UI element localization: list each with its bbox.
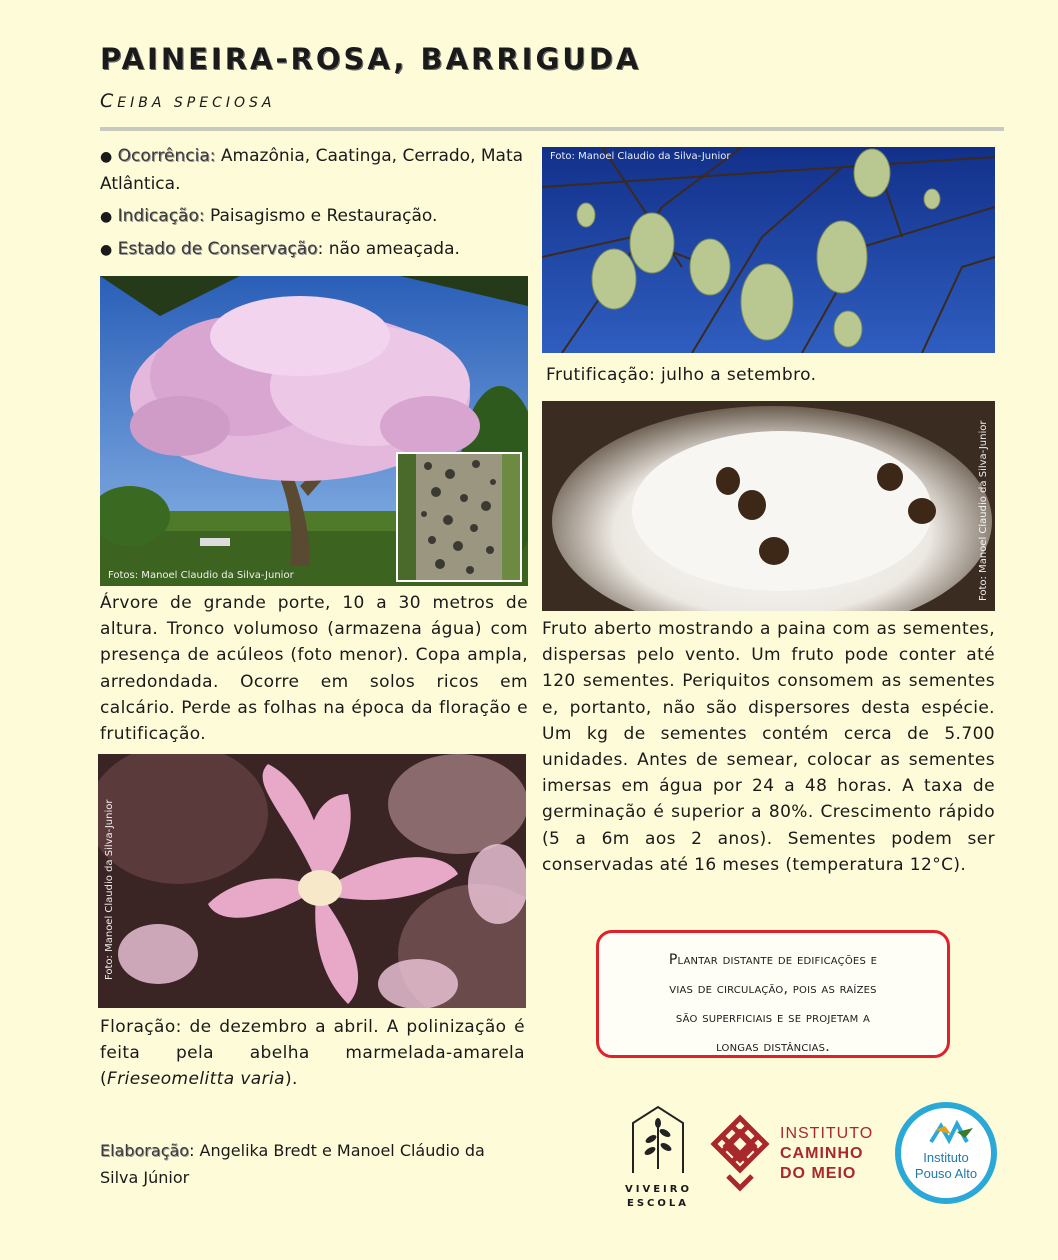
viveiro-escola-logo: [625, 1103, 692, 1209]
info-text: Amazônia, Caatinga, Cerrado, Mata Atlântica.: [100, 146, 524, 194]
info-conservation: [100, 236, 530, 264]
flower-illustration: [98, 754, 526, 1008]
info-text: : não ameaçada.: [317, 239, 460, 259]
caminho-word: CAMINHO: [780, 1145, 864, 1162]
seeds-description: Fruto aberto mostrando a paina com as sementes, dispersas pelo vento. Um fruto pode conter até 120 sementes. Periquitos consomem as sementes e, portanto, não são dispersores desta espécie. Um kg de sementes contém cerca de 5.700 unidades. Antes de semear, colocar as sementes imersas em água por 24 a 48 horas. A taxa de germinação é superior a 80%. Crescimento rápido (5 a 6m aos 2 anos). Sementes podem ser conservadas até 16 meses (temperatura 12°C).: [542, 619, 995, 875]
warning-line: vias de circulação, pois as raízes: [669, 981, 877, 997]
photo-credit: Foto: Manoel Claudio da Silva-Junior: [978, 420, 989, 601]
fruiting-caption: Frutificação: julho a setembro.: [546, 365, 817, 385]
seeds-illustration: [542, 401, 995, 611]
instituto-word: Instituto: [923, 1150, 969, 1165]
header-divider: [100, 127, 1004, 131]
viveiro-word: VIVEIRO: [625, 1184, 692, 1195]
endless-knot-icon: [708, 1112, 772, 1194]
bullet-icon: ●: [100, 242, 113, 258]
pouso-alto-logo: [895, 1102, 997, 1204]
info-text: Paisagismo e Restauração.: [204, 206, 438, 226]
do-meio-word: DO MEIO: [780, 1165, 857, 1182]
pouso-alto-word: Pouso Alto: [914, 1166, 978, 1181]
planting-warning: [596, 930, 950, 1058]
info-label: Ocorrência:: [117, 146, 216, 166]
caminho-do-meio-text: [780, 1124, 873, 1184]
page-title: PAINEIRA-ROSA, BARRIGUDA: [100, 42, 642, 76]
bullet-icon: ●: [100, 209, 113, 225]
scientific-name-initial: C: [100, 90, 118, 112]
tree-description: Árvore de grande porte, 10 a 30 metros de altura. Tronco volumoso (armazena água) com presença de acúleos (foto menor). Copa ampla, arredondada. Ocorre em solos ricos em calcário. Perde as folhas na época da floração e frutificação.: [100, 593, 528, 745]
info-occurrence: [100, 143, 530, 198]
caminho-do-meio-logo: [708, 1112, 883, 1194]
trunk-illustration: [398, 454, 520, 580]
flowering-text-end: ).: [284, 1069, 298, 1090]
flowering-caption: [100, 1014, 525, 1093]
info-label: Indicação:: [117, 206, 205, 226]
tree-photo: [100, 276, 528, 586]
viveiro-escola-text: [625, 1183, 691, 1211]
authors-credit: [100, 1137, 520, 1191]
photo-credit: Foto: Manoel Claudio da Silva-Junior: [104, 799, 115, 980]
seeds-photo: [542, 401, 995, 611]
authors-label: Elaboração: [100, 1141, 190, 1160]
birds-icon: [927, 1120, 977, 1148]
warning-line: longas distâncias.: [716, 1039, 830, 1055]
fruits-illustration: [542, 147, 995, 353]
scientific-name-rest: EIBA SPECIOSA: [117, 95, 276, 111]
bullet-icon: ●: [100, 149, 113, 165]
warning-line: Plantar distante de edificações e: [668, 952, 878, 968]
photo-credit: Fotos: Manoel Claudio da Silva-Junior: [108, 570, 294, 581]
bee-species: Frieseomelitta varia: [107, 1069, 285, 1090]
flower-photo: [98, 754, 526, 1008]
pouso-alto-text: [901, 1150, 991, 1182]
seedling-house-icon: [625, 1103, 691, 1177]
flowering-text: Floração: de dezembro a abril. A polinização é feita pela abelha marmelada-amarela (: [100, 1017, 525, 1090]
fruits-photo: [542, 147, 995, 353]
instituto-word: INSTITUTO: [780, 1125, 874, 1142]
info-label: Estado de Conservação: [117, 239, 318, 259]
authors-text: : Angelika Bredt e Manoel Cláudio da Silva Júnior: [100, 1141, 485, 1187]
info-indication: [100, 203, 530, 231]
trunk-inset-photo: [396, 452, 522, 582]
warning-line: são superficiais e se projetam a: [675, 1010, 871, 1026]
escola-word: ESCOLA: [627, 1198, 689, 1209]
photo-credit: Foto: Manoel Claudio da Silva-Junior: [550, 151, 731, 162]
scientific-name: [100, 90, 275, 112]
